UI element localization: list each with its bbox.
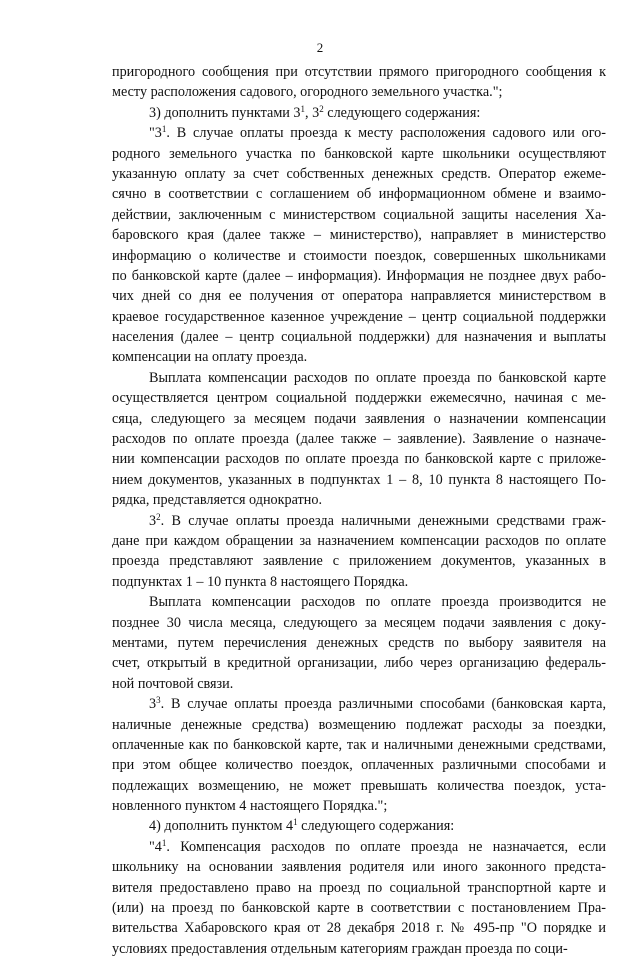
text-segment: нием документов, указанных в подпунктах 1 – 8, 10 пункта 8 настоящего По- <box>112 471 606 488</box>
text-line <box>112 531 606 551</box>
text-line <box>112 123 606 143</box>
text-line <box>112 572 606 592</box>
text-segment: 4) дополнить пунктом 4 <box>149 818 294 835</box>
text-segment: рядка, представляется однократно. <box>112 492 322 509</box>
document-body <box>112 62 606 959</box>
superscript: 1 <box>161 124 167 135</box>
text-line <box>112 184 606 204</box>
text-segment: . В случае оплаты проезда наличными денежными средствами граж- <box>160 512 606 529</box>
paragraph <box>112 816 606 836</box>
text-segment: ментами, путем перечисления денежных средств по выбору заявителя на <box>112 634 606 651</box>
text-line <box>112 511 606 531</box>
text-segment: осуществляется центром социальной поддержки ежемесячно, начиная с ме- <box>112 390 606 407</box>
text-line <box>112 878 606 898</box>
text-line <box>112 347 606 367</box>
text-line <box>112 633 606 653</box>
text-segment: Выплата компенсации расходов по оплате проезда производится не <box>149 594 606 611</box>
text-segment: компенсации на оплату проезда. <box>112 349 308 366</box>
text-line <box>112 816 606 836</box>
text-line <box>112 490 606 510</box>
text-line <box>112 449 606 469</box>
superscript: 1 <box>161 837 167 848</box>
text-segment: оплаченные как по банковской карте, так и наличными денежными средствами, <box>112 736 606 753</box>
text-line <box>112 62 606 82</box>
text-segment: 3 <box>149 512 157 529</box>
text-segment: следующего содержания: <box>323 104 481 121</box>
text-line <box>112 898 606 918</box>
text-segment: (или) на проезд по банковской карте в соответствии с постановлением Пра- <box>112 900 606 917</box>
text-line <box>112 144 606 164</box>
text-line <box>112 551 606 571</box>
text-line <box>112 327 606 347</box>
text-segment: школьнику на основании заявления родителя или иного законного предста- <box>112 859 606 876</box>
text-line <box>112 286 606 306</box>
paragraph <box>112 62 606 103</box>
superscript: 2 <box>156 511 161 522</box>
text-segment: Выплата компенсации расходов по оплате проезда по банковской карте <box>149 369 606 386</box>
text-line <box>112 246 606 266</box>
text-segment: новленного пунктом 4 настоящего Порядка."; <box>112 798 388 815</box>
text-segment: сяца, следующего за месяцем подачи заявления о назначении компенсации <box>112 410 606 427</box>
text-segment: 3 <box>149 696 157 713</box>
text-segment: месту расположения садового, огородного земельного участка."; <box>112 84 503 101</box>
text-segment: . В случае оплаты проезда к месту расположения садового или ого- <box>166 125 606 142</box>
superscript: 1 <box>300 103 306 114</box>
text-segment: указанную оплату за счет собственных денежных средств. Оператор ежеме- <box>112 165 606 182</box>
text-segment: проезда представляют заявление с приложением документов, указанных в <box>112 553 606 570</box>
text-segment: наличные денежные средства) возмещению подлежат расходы за поездки, <box>112 716 606 733</box>
text-line <box>112 409 606 429</box>
paragraph <box>112 123 606 368</box>
text-line <box>112 205 606 225</box>
page-number: 2 <box>316 40 324 55</box>
text-segment: подлежащих возмещению, не может превышать количества поездок, уста- <box>112 777 606 794</box>
text-line <box>112 939 606 959</box>
text-line <box>112 470 606 490</box>
text-segment: по банковской карте (далее – информация). Информация не позднее двух рабо- <box>112 267 606 284</box>
text-segment: пригородного сообщения при отсутствии прямого пригородного сообщения к <box>112 64 606 80</box>
paragraph <box>112 103 606 123</box>
text-segment: краевое государственное казенное учреждение – центр социальной поддержки <box>112 308 606 325</box>
text-line <box>112 918 606 938</box>
text-segment: "3 <box>149 125 162 142</box>
text-segment: сячно в соответствии с соглашением об информационном обмене и взаимо- <box>112 186 606 203</box>
text-segment: вителя предоставлено право на проезд по социальной транспортной карте и <box>112 879 606 896</box>
text-line <box>112 653 606 673</box>
text-line <box>112 735 606 755</box>
text-line <box>112 307 606 327</box>
text-segment: родного земельного участка по банковской карте школьники осуществляют <box>112 145 606 162</box>
superscript: 2 <box>319 103 324 114</box>
text-segment: вительства Хабаровского края от 28 декабря 2018 г. № 495-пр "О порядке и <box>112 920 606 937</box>
text-segment: "4 <box>149 838 162 855</box>
superscript: 1 <box>293 817 298 828</box>
text-line <box>112 755 606 775</box>
text-segment: следующего содержания: <box>297 818 455 835</box>
paragraph <box>112 694 606 816</box>
text-segment: расходов по оплате проезда (далее также – заявление). Заявление о назначе- <box>112 431 606 448</box>
text-segment: при этом общее количество поездок, оплаченных различными способами и <box>112 757 606 774</box>
paragraph <box>112 592 606 694</box>
text-line <box>112 715 606 735</box>
text-segment: . Компенсация расходов по оплате проезда не назначается, если <box>166 838 606 855</box>
text-segment: баровского края (далее также – министерство), направляет в министерство <box>112 227 606 244</box>
text-segment: чих дней со дня ее получения от оператора направляется министерством в <box>112 288 606 305</box>
text-line <box>112 266 606 286</box>
text-line <box>112 103 606 123</box>
paragraph <box>112 368 606 511</box>
text-line <box>112 694 606 714</box>
text-segment: позднее 30 числа месяца, следующего за месяцем подачи заявления с доку- <box>112 614 606 631</box>
text-line <box>112 837 606 857</box>
text-segment: населения (далее – центр социальной поддержки) для назначения и выплаты <box>112 329 606 346</box>
text-line <box>112 82 606 102</box>
text-segment: условиях предоставления отдельным категориям граждан проезда по соци- <box>112 940 568 957</box>
text-line <box>112 164 606 184</box>
text-line <box>112 429 606 449</box>
text-segment: дане при каждом обращении за назначением компенсации расходов по оплате <box>112 532 606 549</box>
text-segment: действии, заключенным с министерством социальной защиты населения Ха- <box>112 206 606 223</box>
text-line <box>112 857 606 877</box>
text-line <box>112 592 606 612</box>
superscript: 3 <box>156 695 161 706</box>
text-line <box>112 613 606 633</box>
text-segment: информацию о количестве и стоимости поездок, совершенных школьниками <box>112 247 606 264</box>
text-line <box>112 388 606 408</box>
text-line <box>112 776 606 796</box>
text-line <box>112 674 606 694</box>
text-segment: подпунктах 1 – 10 пункта 8 настоящего Порядка. <box>112 573 409 590</box>
paragraph <box>112 511 606 593</box>
paragraph <box>112 837 606 959</box>
text-segment: счет, открытый в кредитной организации, либо через организацию федераль- <box>112 655 606 672</box>
text-segment: , 3 <box>305 104 320 121</box>
text-segment: . В случае оплаты проезда различными способами (банковская карта, <box>160 696 606 713</box>
text-line <box>112 796 606 816</box>
text-segment: ной почтовой связи. <box>112 675 234 692</box>
text-line <box>112 225 606 245</box>
text-segment: нии компенсации расходов по оплате проезда по банковской карте с приложе- <box>112 451 606 468</box>
text-segment: 3) дополнить пунктами 3 <box>149 104 301 121</box>
text-line <box>112 368 606 388</box>
